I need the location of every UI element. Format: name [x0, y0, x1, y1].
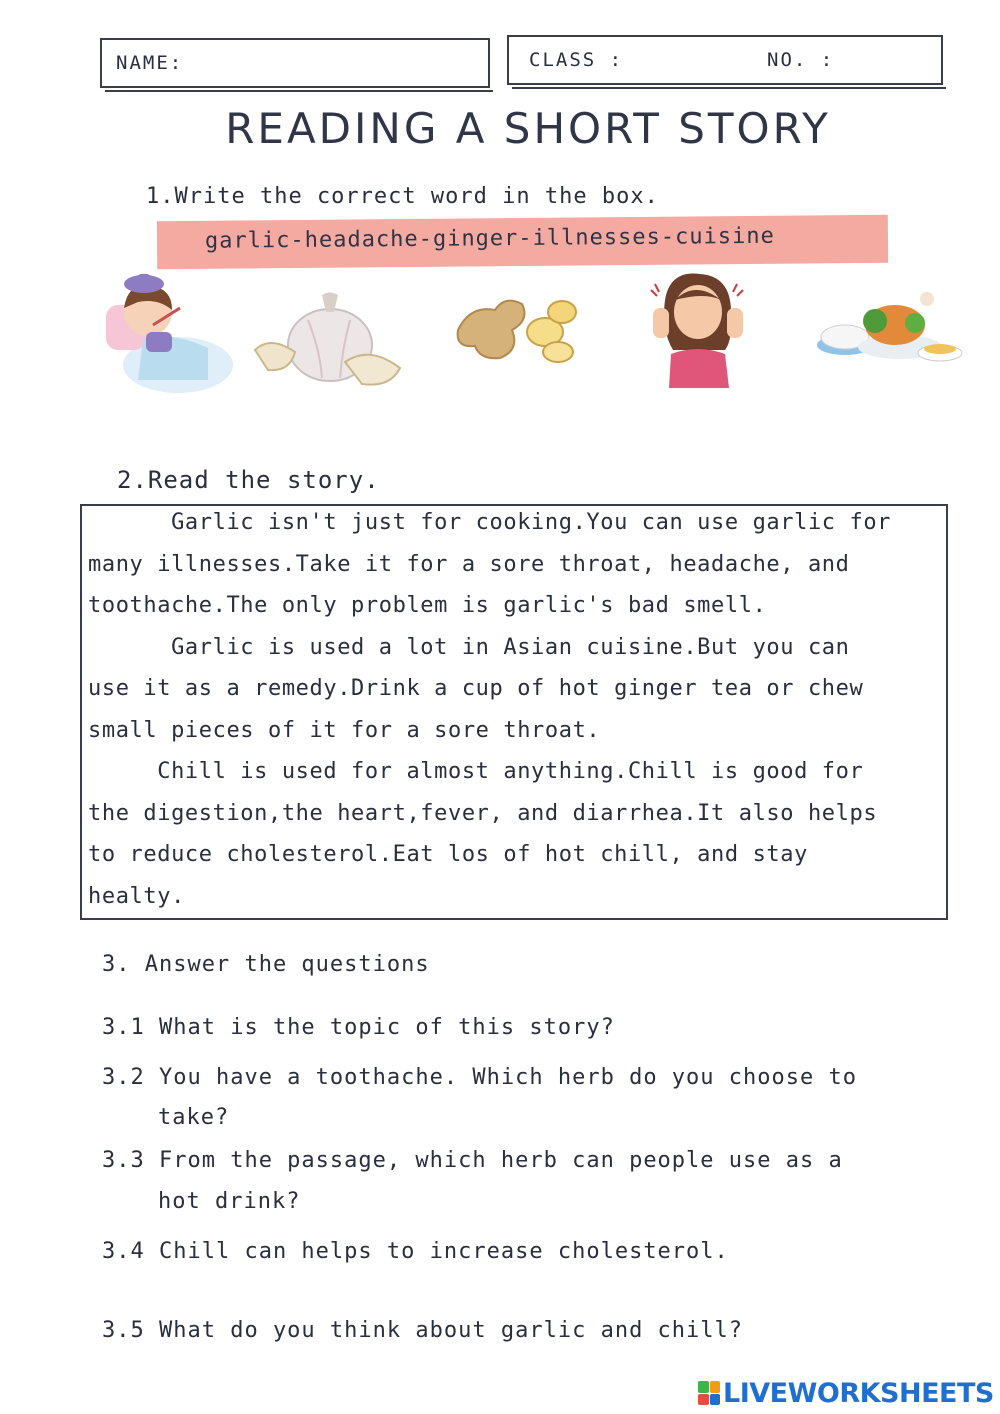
page-title: READING A SHORT STORY: [225, 104, 831, 153]
section2-instruction: 2.Read the story.: [117, 466, 380, 494]
question-3-4: 3.4 Chill can helps to increase cholesterol.: [102, 1239, 729, 1264]
headache-woman-icon: [645, 270, 750, 390]
sick-girl-icon: [98, 270, 233, 395]
cuisine-food-icon: [815, 285, 965, 370]
question-3-3: 3.3 From the passage, which herb can people use as a: [102, 1148, 843, 1173]
story-box: [80, 504, 948, 920]
story-line: healty.: [88, 884, 185, 909]
story-line: Garlic is used a lot in Asian cuisine.But you can: [88, 635, 850, 660]
story-line: Garlic isn't just for cooking.You can use garlic for: [88, 510, 892, 535]
name-label: NAME:: [116, 52, 184, 74]
question-3-5: 3.5 What do you think about garlic and chill?: [102, 1318, 744, 1343]
story-line: to reduce cholesterol.Eat los of hot chill, and stay: [88, 842, 808, 867]
story-line: Chill is used for almost anything.Chill is good for: [88, 759, 864, 784]
name-box[interactable]: [100, 38, 490, 88]
liveworksheets-badge-icon: [698, 1381, 720, 1405]
question-3-1: 3.1 What is the topic of this story?: [102, 1015, 615, 1040]
liveworksheets-logo[interactable]: [698, 1377, 994, 1409]
section1-instruction: 1.Write the correct word in the box.: [146, 184, 659, 209]
garlic-icon: [250, 290, 408, 390]
story-line: toothache.The only problem is garlic's bad smell.: [88, 593, 767, 618]
badge-tile-blue: [710, 1394, 721, 1406]
ginger-icon: [450, 290, 585, 370]
story-line: many illnesses.Take it for a sore throat, headache, and: [88, 552, 850, 577]
section3-instruction: 3. Answer the questions: [102, 952, 430, 977]
liveworksheets-logo-text: LIVEWORKSHEETS: [723, 1377, 994, 1409]
question-3-2-cont: take?: [158, 1105, 230, 1130]
question-3-3-cont: hot drink?: [158, 1189, 301, 1214]
badge-tile-orange: [710, 1381, 721, 1393]
word-bank: [157, 215, 888, 269]
story-line: use it as a remedy.Drink a cup of hot ginger tea or chew: [88, 676, 864, 701]
class-label: CLASS :: [529, 49, 624, 71]
story-line: small pieces of it for a sore throat.: [88, 718, 601, 743]
word-bank-text: garlic-headache-ginger-illnesses-cuisine: [204, 223, 775, 254]
question-3-2: 3.2 You have a toothache. Which herb do you choose to: [102, 1065, 857, 1090]
badge-tile-green: [698, 1381, 709, 1393]
no-label: NO. :: [767, 49, 835, 71]
class-no-box[interactable]: [507, 35, 943, 85]
badge-tile-red: [698, 1394, 709, 1406]
story-line: the digestion,the heart,fever, and diarrhea.It also helps: [88, 801, 878, 826]
